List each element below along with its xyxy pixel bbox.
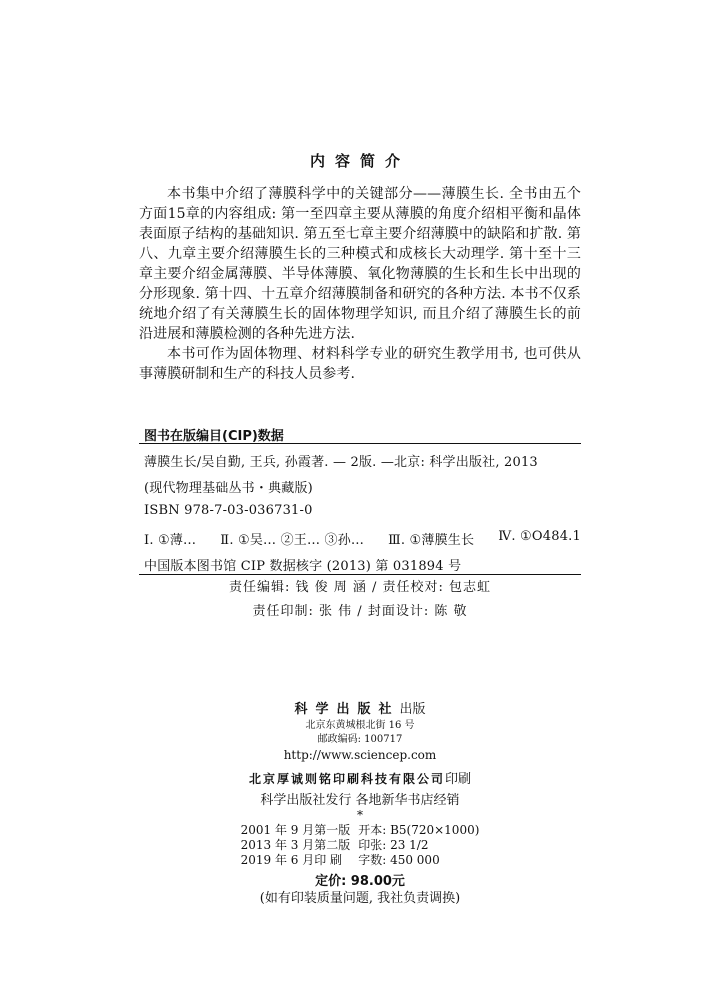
cip-class-item: Ⅳ. ①O484.1 bbox=[498, 529, 581, 544]
edition-cell: 2019 年 6 月印 刷 bbox=[240, 853, 343, 867]
editors-block bbox=[0, 576, 720, 624]
cip-class-item: Ⅰ. ①薄… bbox=[144, 533, 197, 548]
cip-bottom-rule bbox=[139, 574, 581, 575]
cip-series: (现代物理基础丛书・典藏版) bbox=[144, 481, 313, 496]
separator-star: * bbox=[357, 808, 363, 822]
editors-row-1: 责任编辑: 钱 俊 周 涵 / 责任校对: 包志虹 bbox=[228, 580, 492, 595]
edition-row bbox=[237, 823, 484, 838]
intro-title: 内容简介 bbox=[309, 152, 410, 170]
edition-cell: 2001 年 9 月第一版 bbox=[240, 823, 351, 837]
edition-cell: 2013 年 3 月第二版 bbox=[240, 838, 351, 852]
cip-classification bbox=[144, 529, 581, 548]
cip-class-item: Ⅱ. ①吴… ②王… ③孙… bbox=[220, 533, 365, 548]
editors-row-2: 责任印制: 张 伟 / 封面设计: 陈 敬 bbox=[252, 604, 468, 619]
printer-line bbox=[0, 768, 720, 787]
cip-isbn: ISBN 978-7-03-036731-0 bbox=[144, 503, 313, 518]
cip-line-1: 薄膜生长/吴自勤, 王兵, 孙霞著. — 2版. —北京: 科学出版社, 2013 bbox=[144, 455, 538, 470]
edition-cell: 印张: 23 1/2 bbox=[358, 838, 429, 852]
publisher-url: http://www.sciencep.com bbox=[283, 748, 437, 762]
edition-cell: 开本: B5(720×1000) bbox=[358, 823, 480, 837]
intro-paragraph: 本书可作为固体物理、材料科学专业的研究生教学用书, 也可供从事薄膜研制和生产的科技人员参考. bbox=[139, 346, 581, 382]
intro-paragraph: 本书集中介绍了薄膜科学中的关键部分——薄膜生长. 全书由五个方面15章的内容组成: 第一至四章主要从薄膜的角度介绍相平衡和晶体表面原子结构的基础知识. 第五至七章主要介绍薄膜中的缺陷和扩散. 第八、九章主要介绍薄膜生长的三种模式和成核长大动理学. 第十至十三章主要介绍金属薄膜、半导体薄膜、氧化物薄膜的生长和生长中出现的分形现象. 第十四、十五章介绍薄膜制备和研究的各种方法. 本书不仅系统地介绍了有关薄膜生长的固体物理学知识, 而且介绍了薄膜生长的前沿进展和薄膜检测的各种先进方法. bbox=[139, 186, 581, 342]
cip-title: 图书在版编目(CIP)数据 bbox=[144, 429, 284, 444]
colophon bbox=[0, 698, 720, 909]
cip-top-rule bbox=[139, 443, 581, 444]
price: 定价: 98.00元 bbox=[315, 874, 405, 889]
publisher-address: 北京东黄城根北街 16 号 bbox=[305, 720, 415, 731]
edition-row bbox=[237, 853, 484, 868]
cip-library-number: 中国版本图书馆 CIP 数据核字 (2013) 第 031894 号 bbox=[144, 559, 462, 574]
edition-cell: 字数: 450 000 bbox=[358, 853, 440, 867]
distribution-line: 科学出版社发行 各地新华书店经销 bbox=[260, 793, 460, 808]
publisher-postcode: 邮政编码: 100717 bbox=[317, 734, 403, 745]
intro-body bbox=[139, 184, 581, 384]
edition-row bbox=[237, 838, 484, 853]
printer-name: 北京厚诚则铭印刷科技有限公司 bbox=[248, 772, 445, 786]
publisher-suffix: 出版 bbox=[399, 702, 426, 717]
edition-table bbox=[237, 823, 484, 868]
printer-suffix: 印刷 bbox=[445, 772, 472, 787]
quality-note: (如有印装质量问题, 我社负责调换) bbox=[259, 891, 461, 906]
publisher-line bbox=[0, 698, 720, 717]
publisher-name: 科学出版社 bbox=[294, 702, 400, 717]
cip-class-item: Ⅲ. ①薄膜生长 bbox=[388, 533, 475, 548]
